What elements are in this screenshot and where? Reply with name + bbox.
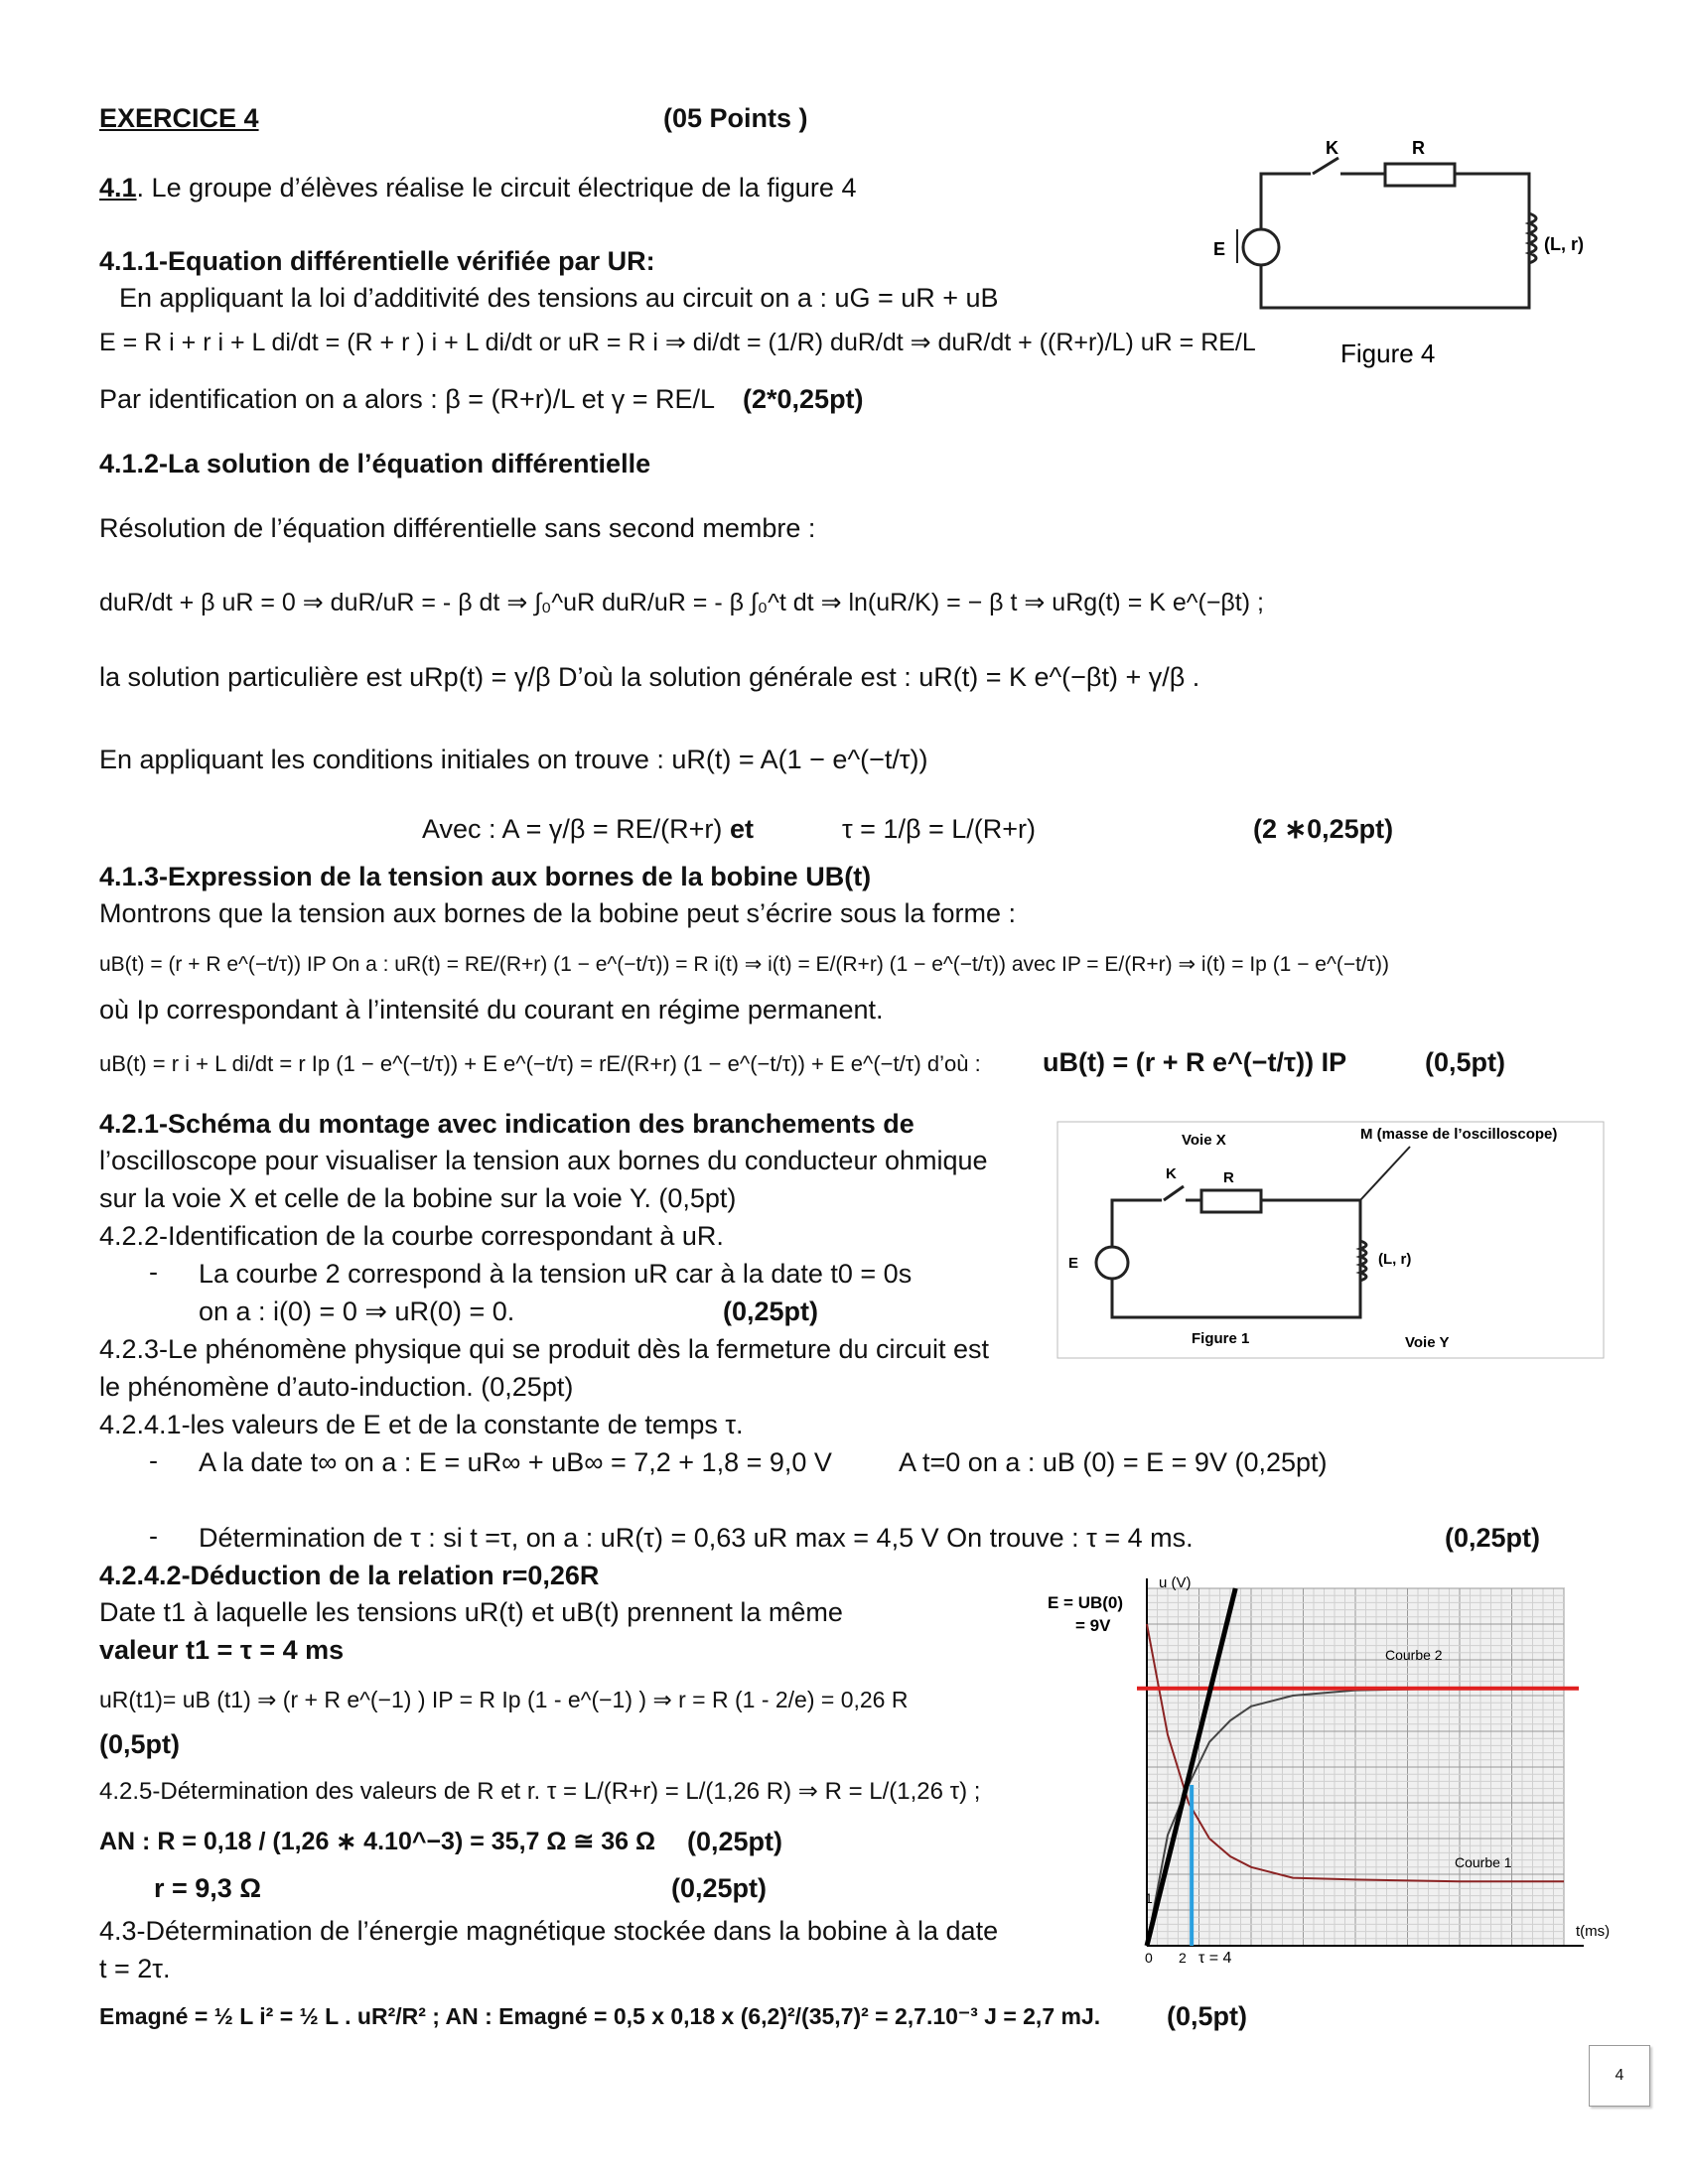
- figure-1-e: E: [1068, 1255, 1079, 1272]
- section-4-1-3-line1: Montrons que la tension aux bornes de la bobine peut s’écrire sous la forme :: [99, 898, 1017, 928]
- section-4-2-2-points: (0,25pt): [723, 1297, 819, 1326]
- graph-tau-label: τ = 4: [1198, 1950, 1232, 1967]
- section-4-1-1-points: (2*0,25pt): [743, 384, 864, 414]
- oscillogram-chart: [1048, 1564, 1614, 1971]
- section-4-1-1-line1: En appliquant la loi d’additivité des tensions au circuit on a : uG = uR + uB: [119, 283, 999, 313]
- section-4-1-3-result: uB(t) = (r + R e^(−t/τ)) IP: [1043, 1047, 1347, 1077]
- graph-y-label: u (V): [1159, 1574, 1192, 1591]
- section-4-1-3-title: 4.1.3-Expression de la tension aux bornes de la bobine UB(t): [99, 862, 872, 891]
- section-4-2-4-2-line1: Date t1 à laquelle les tensions uR(t) et uB(t) prennent la même: [99, 1597, 843, 1627]
- graph-tick-2: 2: [1179, 1950, 1187, 1966]
- section-4-2-5-an: AN : R = 0,18 / (1,26 ∗ 4.10^−3) = 35,7 Ω ≅ 36 Ω: [99, 1828, 656, 1855]
- section-4-2-4-2-points: (0,5pt): [99, 1729, 180, 1759]
- page-number-box: [1589, 2045, 1650, 2107]
- exercise-title: EXERCICE 4: [99, 103, 259, 133]
- section-4-1: [99, 171, 856, 205]
- figure-4-caption: Figure 4: [1340, 339, 1436, 368]
- figure-1-r: R: [1223, 1169, 1234, 1186]
- section-4-3-line3: Emagné = ½ L i² = ½ L . uR²/R² ; AN : Emagné = 0,5 x 0,18 x (6,2)²/(35,7)² = 2,7.10⁻³ J = 2,7 mJ.: [99, 2003, 1101, 2029]
- section-4-2-4-1-points: (0,25pt): [1445, 1523, 1541, 1553]
- section-4-3-points: (0,5pt): [1167, 2001, 1247, 2031]
- section-4-1-2-avec: Avec : A = γ/β = RE/(R+r): [422, 814, 723, 844]
- section-4-1-3-line4: uB(t) = r i + L di/dt = r Ip (1 − e^(−t/τ)) + E e^(−t/τ) = rE/(R+r) (1 − e^(−t/τ)) + E e^(−t/τ) d’où :: [99, 1051, 981, 1076]
- figure-4-k: K: [1326, 138, 1338, 158]
- figure-4-r: R: [1412, 138, 1425, 158]
- graph-x-label: t(ms): [1576, 1923, 1611, 1940]
- section-4-1-2-line2: duR/dt + β uR = 0 ⇒ duR/uR = - β dt ⇒ ∫₀^uR duR/uR = - β ∫₀^t dt ⇒ ln(uR/K) = − β t ⇒ uRg(t) = K e^(−βt) ;: [99, 589, 1264, 616]
- section-4-3-line1: 4.3-Détermination de l’énergie magnétique stockée dans la bobine à la date: [99, 1916, 999, 1946]
- section-4-2-4-1-line1: A la date t∞ on a : E = uR∞ + uB∞ = 7,2 + 1,8 = 9,0 V: [199, 1447, 832, 1477]
- section-4-1-2-line1: Résolution de l’équation différentielle sans second membre :: [99, 513, 816, 543]
- section-4-2-2-title: 4.2.2-Identification de la courbe correspondant à uR.: [99, 1221, 724, 1251]
- section-4-2-5-points2: (0,25pt): [671, 1873, 768, 1903]
- section-4-2-5-r: r = 9,3 Ω: [154, 1873, 261, 1903]
- section-4-2-4-1-line2: A t=0 on a : uB (0) = E = 9V (0,25pt): [899, 1447, 1328, 1477]
- graph-e-label-1: E = UB(0): [1048, 1593, 1124, 1612]
- page-number: 4: [1615, 2067, 1624, 2084]
- figure-1-caption: Figure 1: [1192, 1330, 1250, 1347]
- section-4-1-2-title: 4.1.2-La solution de l’équation différentielle: [99, 449, 651, 478]
- section-4-1-label: 4.1: [99, 173, 137, 203]
- exercise-points: (05 Points ): [663, 103, 808, 133]
- section-4-2-1-line3: sur la voie X et celle de la bobine sur la voie Y. (0,5pt): [99, 1183, 737, 1213]
- graph-tick-0: 0: [1145, 1950, 1153, 1966]
- graph-curve-1-label: Courbe 1: [1455, 1854, 1512, 1870]
- section-4-2-3-line2: le phénomène d’auto-induction. (0,25pt): [99, 1372, 574, 1402]
- section-4-1-text: . Le groupe d’élèves réalise le circuit électrique de la figure 4: [136, 173, 857, 203]
- figure-1-k: K: [1166, 1165, 1177, 1182]
- bullet-dash: -: [149, 1521, 158, 1551]
- bullet-dash: -: [149, 1445, 158, 1475]
- section-4-1-1-line3: Par identification on a alors : β = (R+r)/L et γ = RE/L: [99, 384, 716, 414]
- section-4-2-2-line1: La courbe 2 correspond à la tension uR car à la date t0 = 0s: [199, 1259, 913, 1289]
- section-4-2-1-line1: [99, 1107, 914, 1141]
- figure-1-voie-y: Voie Y: [1405, 1334, 1450, 1351]
- section-4-1-3-points: (0,5pt): [1425, 1047, 1505, 1077]
- figure-1-masse: M (masse de l’oscilloscope): [1360, 1126, 1558, 1143]
- section-4-2-2-line2: on a : i(0) = 0 ⇒ uR(0) = 0.: [199, 1297, 515, 1326]
- section-4-1-3-line2: uB(t) = (r + R e^(−t/τ)) IP On a : uR(t) = RE/(R+r) (1 − e^(−t/τ)) = R i(t) ⇒ i(t) = E/(R+r) (1 − e^(−t/τ)) avec IP = E/(R+r) ⇒ i(t) = Ip (1 − e^(−t/τ)): [99, 953, 1390, 976]
- figure-1-circuit: [1053, 1117, 1609, 1365]
- section-4-2-4-1-tau: Détermination de τ : si t =τ, on a : uR(τ) = 0,63 uR max = 4,5 V On trouve : τ = 4 ms.: [199, 1523, 1194, 1553]
- section-4-1-3-line3: où Ip correspondant à l’intensité du courant en régime permanent.: [99, 995, 884, 1024]
- section-4-2-1-line2: l’oscilloscope pour visualiser la tension aux bornes du conducteur ohmique: [99, 1146, 988, 1175]
- section-4-1-2-line4: En appliquant les conditions initiales on trouve : uR(t) = A(1 − e^(−t/τ)): [99, 745, 928, 774]
- section-4-1-2-points: (2 ∗0,25pt): [1253, 814, 1394, 844]
- section-4-2-1-text: 4.2.1-Schéma du montage avec indication des branchements de: [99, 1109, 914, 1139]
- section-4-1-1-line2: E = R i + r i + L di/dt = (R + r ) i + L di/dt or uR = R i ⇒ di/dt = (1/R) duR/dt ⇒ duR/dt + ((R+r)/L) uR = RE/L: [99, 329, 1256, 356]
- figure-4-coil: (L, r): [1544, 234, 1584, 254]
- section-4-2-5-points1: (0,25pt): [687, 1827, 783, 1856]
- section-4-1-2-line3: la solution particulière est uRp(t) = γ/β D’où la solution générale est : uR(t) = K e^(−βt) + γ/β .: [99, 662, 1200, 692]
- graph-tick-1: 1: [1145, 1890, 1153, 1906]
- figure-4-circuit: [1201, 134, 1599, 372]
- section-4-1-2-tau: τ = 1/β = L/(R+r): [842, 814, 1037, 844]
- section-4-2-5-line1: 4.2.5-Détermination des valeurs de R et r. τ = L/(R+r) = L/(1,26 R) ⇒ R = L/(1,26 τ) ;: [99, 1778, 981, 1805]
- section-4-2-3-line1: 4.2.3-Le phénomène physique qui se produit dès la fermeture du circuit est: [99, 1334, 990, 1364]
- figure-1-voie-x: Voie X: [1182, 1132, 1226, 1149]
- section-4-2-4-2-line2: valeur t1 = τ = 4 ms: [99, 1635, 345, 1665]
- section-4-1-1-title: 4.1.1-Equation différentielle vérifiée par UR:: [99, 246, 655, 276]
- figure-4-e: E: [1213, 239, 1226, 259]
- section-4-2-4-2-title: 4.2.4.2-Déduction de la relation r=0,26R: [99, 1561, 600, 1590]
- section-4-1-2-et: et: [730, 814, 755, 844]
- section-4-3-line2: t = 2τ.: [99, 1954, 171, 1983]
- section-4-2-4-1-title: 4.2.4.1-les valeurs de E et de la constante de temps τ.: [99, 1410, 744, 1439]
- graph-e-label-2: = 9V: [1075, 1616, 1111, 1635]
- graph-curve-2-label: Courbe 2: [1385, 1647, 1443, 1663]
- bullet-dash: -: [149, 1257, 158, 1287]
- figure-1-coil: (L, r): [1378, 1251, 1412, 1268]
- section-4-2-4-2-line3: uR(t1)= uB (t1) ⇒ (r + R e^(−1) ) IP = R Ip (1 - e^(−1) ) ⇒ r = R (1 - 2/e) = 0,26 R: [99, 1687, 909, 1712]
